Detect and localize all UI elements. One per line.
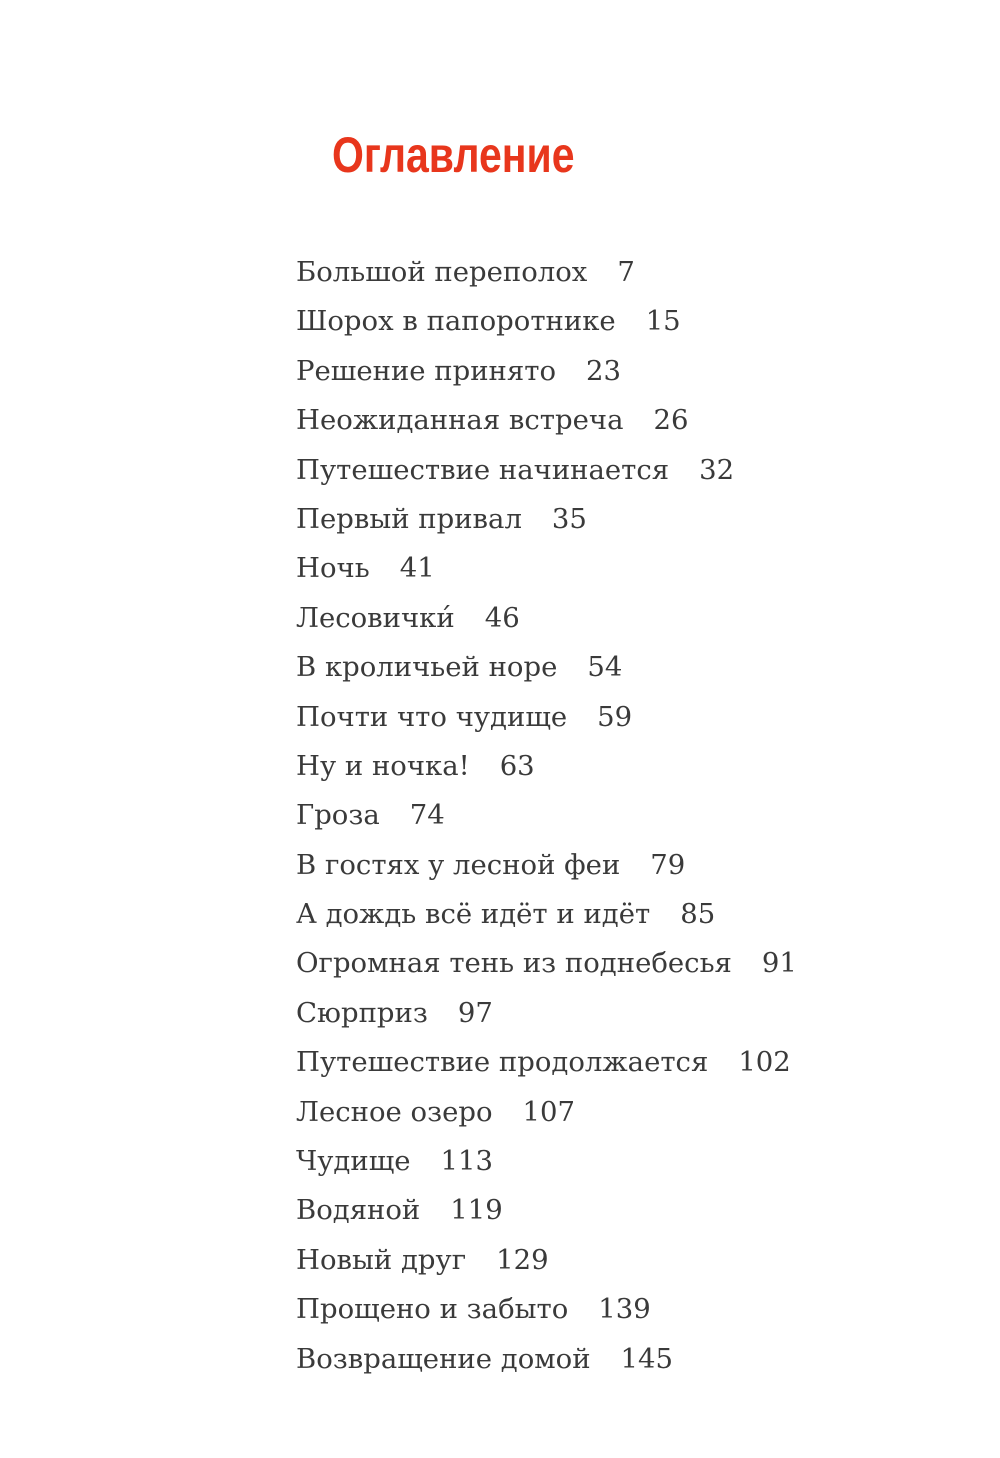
toc-entry-page-number: 129 [496,1243,549,1276]
toc-entry [296,1186,797,1235]
toc-entry [296,890,797,939]
toc-entry-title: Путешествие начинается [296,453,670,486]
toc-entry [296,1236,797,1285]
toc-entry-page-number: 63 [499,749,535,782]
toc-entry-title: Гроза [296,799,380,832]
toc-entry [296,544,797,593]
toc-entry-page-number: 15 [645,305,681,338]
toc-entry-title: Лесное озеро [296,1095,493,1128]
toc-entry-page-number: 54 [587,651,623,684]
toc-entry [296,791,797,840]
toc-entry-page-number: 23 [586,354,622,387]
toc-entry-page-number: 97 [457,996,493,1029]
toc-entry-page-number: 35 [551,502,587,535]
toc-entry-page-number: 91 [761,947,797,980]
toc-entry-title: Лесовички́ [296,601,455,634]
toc-entry-page-number: 7 [617,256,635,288]
toc-entry-title: Большой переполох [296,256,588,288]
toc-entry [296,248,797,297]
toc-entry-title: Шорох в папоротнике [296,305,616,338]
toc-entry-title: Путешествие продолжается [296,1046,709,1079]
toc-entry [296,1038,797,1087]
toc-entry [296,693,797,742]
toc-entry [296,297,797,346]
toc-entry-page-number: 107 [522,1095,576,1128]
toc-entry-title: В гостях у лесной феи [296,848,621,881]
toc-entry-page-number: 59 [597,700,633,733]
toc-entry [296,1335,797,1384]
table-of-contents [296,248,797,1384]
toc-entry [296,446,797,495]
toc-entry-page-number: 102 [738,1046,791,1079]
toc-entry-page-number: 145 [620,1342,674,1375]
toc-entry-page-number: 85 [680,898,716,931]
toc-entry-page-number: 74 [409,799,445,832]
toc-entry [296,841,797,890]
toc-entry [296,1088,797,1137]
toc-entry-title: Возвращение домой [296,1342,591,1375]
toc-entry-title: Решение принято [296,354,557,387]
toc-entry-title: Ну и ночка! [296,749,470,782]
toc-entry [296,989,797,1038]
toc-entry-page-number: 139 [598,1293,651,1326]
toc-entry-title: Сюрприз [296,996,428,1029]
toc-entry-title: Неожиданная встреча [296,404,624,437]
toc-entry-title: Чудище [296,1145,411,1178]
page-title: Оглавление [332,127,575,183]
toc-entry-title: Почти что чудище [296,700,568,733]
toc-entry-title: Прощено и забыто [296,1293,569,1326]
toc-entry-title: Огромная тень из поднебесья [296,947,732,980]
toc-entry-page-number: 119 [450,1194,503,1227]
toc-entry-page-number: 32 [699,453,735,486]
toc-entry-page-number: 113 [440,1145,494,1178]
toc-entry-title: Новый друг [296,1243,467,1276]
toc-entry [296,396,797,445]
toc-entry-title: Первый привал [296,502,522,535]
toc-entry [296,1137,797,1186]
toc-entry-title: А дождь всё идёт и идёт [296,898,651,931]
toc-entry [296,939,797,988]
toc-entry-title: Водяной [296,1194,421,1227]
toc-entry-page-number: 79 [650,848,686,881]
toc-entry [296,594,797,643]
toc-entry-title: В кроличьей норе [296,651,558,684]
toc-entry-title: Ночь [296,552,370,585]
toc-entry [296,347,797,396]
toc-entry-page-number: 26 [653,404,689,437]
toc-entry [296,1285,797,1334]
toc-entry-page-number: 41 [399,552,435,585]
toc-entry [296,742,797,791]
toc-entry [296,643,797,692]
toc-entry [296,495,797,544]
toc-entry-page-number: 46 [484,601,520,634]
